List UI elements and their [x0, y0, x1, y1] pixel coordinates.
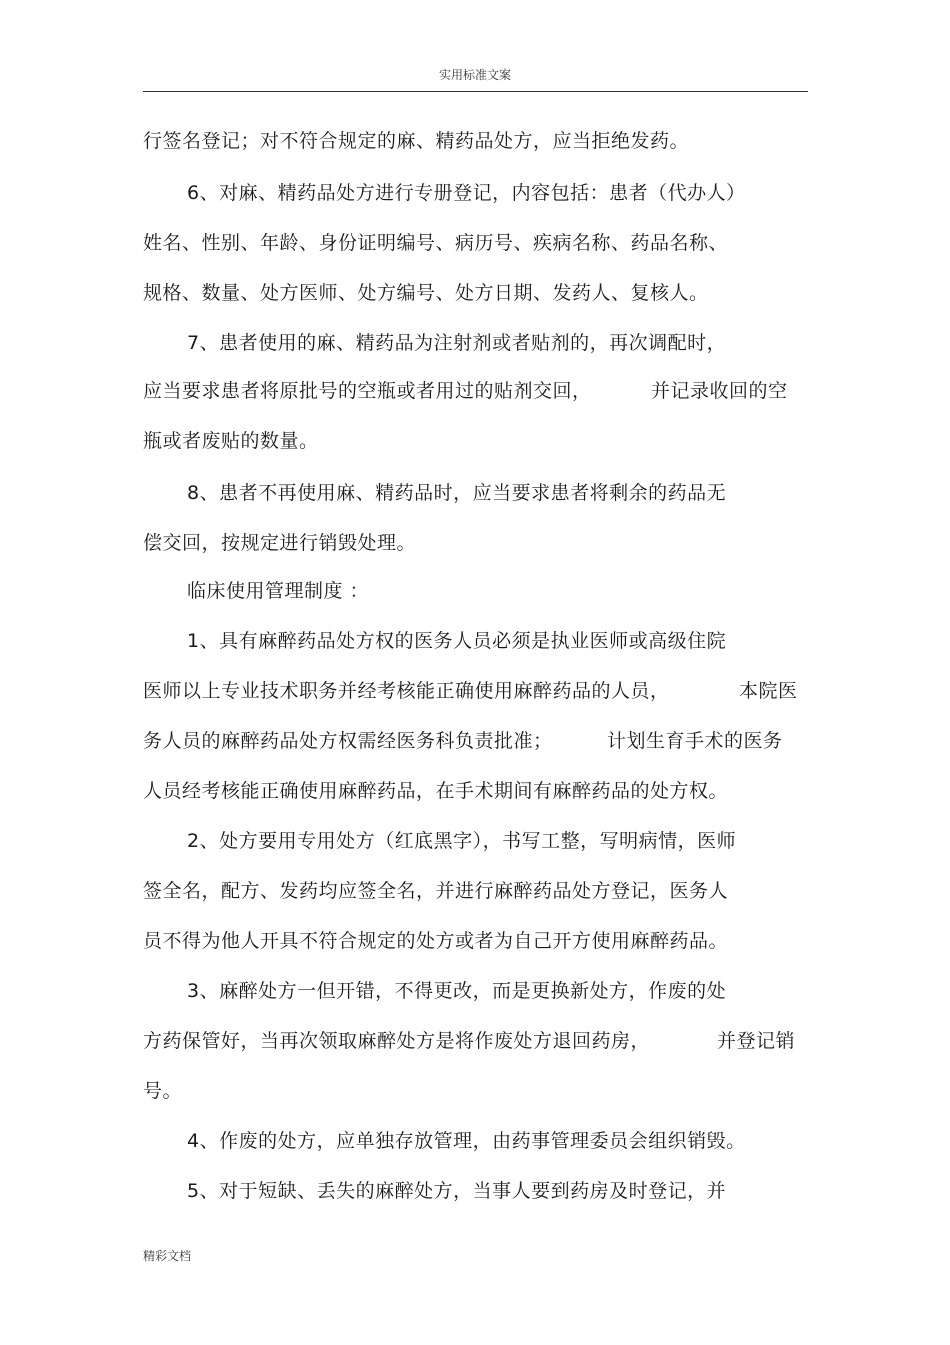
header-rule — [143, 91, 808, 92]
text-line: 行签名登记；对不符合规定的麻、精药品处方，应当拒绝发药。 — [143, 130, 690, 152]
text-line: 1、具有麻醉药品处方权的医务人员必须是执业医师或高级住院 — [187, 630, 727, 652]
text-line: 本院医 — [739, 680, 798, 702]
text-line: 8、患者不再使用麻、精药品时，应当要求患者将剩余的药品无 — [187, 482, 727, 504]
page-footer: 精彩文档 — [143, 1249, 192, 1263]
text-line: 并记录收回的空 — [651, 380, 788, 402]
text-line: 5、对于短缺、丢失的麻醉处方，当事人要到药房及时登记，并 — [187, 1180, 727, 1202]
text-line: 方药保管好，当再次领取麻醉处方是将作废处方退回药房， — [143, 1030, 651, 1052]
text-line: 员不得为他人开具不符合规定的处方或者为自己开方使用麻醉药品。 — [143, 930, 729, 952]
text-line: 6、对麻、精药品处方进行专册登记，内容包括：患者（代办人） — [187, 182, 746, 204]
text-line: 姓名、性别、年龄、身份证明编号、病历号、疾病名称、药品名称、 — [143, 232, 729, 254]
text-line: 并登记销 — [717, 1030, 796, 1052]
section-heading: 临床使用管理制度 ： — [187, 580, 370, 602]
text-line: 计划生育手术的医务 — [607, 730, 783, 752]
text-line: 3、麻醉处方一但开错，不得更改，而是更换新处方，作废的处 — [187, 980, 727, 1002]
text-line: 规格、数量、处方医师、处方编号、处方日期、发药人、复核人。 — [143, 282, 709, 304]
text-line: 应当要求患者将原批号的空瓶或者用过的贴剂交回， — [143, 380, 592, 402]
text-line: 2、处方要用专用处方（红底黑字），书写工整，写明病情，医师 — [187, 830, 737, 852]
text-line: 7、患者使用的麻、精药品为注射剂或者贴剂的，再次调配时， — [187, 332, 727, 354]
text-line: 人员经考核能正确使用麻醉药品，在手术期间有麻醉药品的处方权。 — [143, 780, 729, 802]
text-line: 号。 — [143, 1080, 183, 1102]
text-line: 签全名，配方、发药均应签全名，并进行麻醉药品处方登记，医务人 — [143, 880, 729, 902]
page-header: 实用标准文案 — [438, 68, 511, 82]
text-line: 偿交回，按规定进行销毁处理。 — [143, 532, 417, 554]
text-line: 医师以上专业技术职务并经考核能正确使用麻醉药品的人员， — [143, 680, 670, 702]
text-line: 4、作废的处方，应单独存放管理，由药事管理委员会组织销毁。 — [187, 1130, 746, 1152]
text-line: 务人员的麻醉药品处方权需经医务科负责批准； — [143, 730, 553, 752]
text-line: 瓶或者废贴的数量。 — [143, 430, 319, 452]
